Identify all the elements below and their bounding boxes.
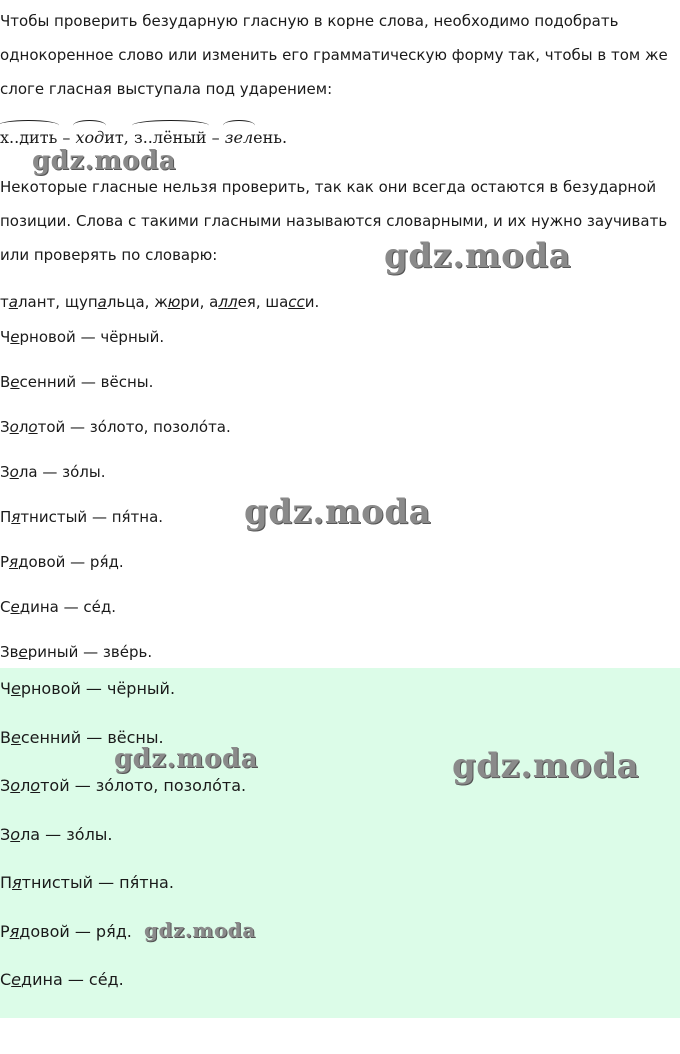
pair-text: рновой — чёрный.: [19, 328, 165, 346]
pair-vowel: о: [9, 418, 19, 436]
answer-text: рновой — чёрный.: [20, 679, 176, 698]
pair-text: риный — зве́рь.: [27, 643, 153, 661]
answer-text: довой — ря́д.: [19, 921, 132, 941]
answer-pair: [0, 773, 246, 822]
answer-text: П: [0, 873, 13, 892]
word-pair-list: [0, 322, 231, 682]
word-pair: [0, 367, 231, 412]
answer-text: тнистый — пя́тна.: [21, 873, 174, 892]
pair-text: дина — се́д.: [19, 598, 116, 616]
pair-vowel: е: [10, 328, 20, 346]
answer-pair: [0, 676, 246, 725]
vocab-vowel: ю: [167, 293, 181, 311]
vocabulary-words-list: [0, 290, 319, 314]
pair-text: С: [0, 598, 11, 616]
answer-text: дина — се́д.: [21, 970, 124, 989]
pair-text: В: [0, 373, 11, 391]
answer-vowel: о: [10, 776, 21, 795]
pair-text: ла — зо́лы.: [18, 463, 106, 481]
pair-text: З: [0, 418, 10, 436]
watermark-logo: gdz.moda: [452, 746, 640, 786]
watermark-logo: gdz.moda: [244, 492, 432, 532]
answer-vowel: о: [10, 824, 21, 844]
pair-text: тнистый — пя́тна.: [20, 508, 164, 526]
word-pair: [0, 502, 231, 547]
pair-text: П: [0, 508, 12, 526]
watermark-logo: gdz.moda: [384, 236, 572, 276]
answer-list: [0, 676, 246, 1016]
answer-vowel: я: [9, 921, 20, 941]
answer-vowel: е: [10, 679, 21, 698]
example-word-1: х..дить: [0, 128, 58, 147]
pair-vowel: е: [10, 598, 20, 616]
answer-text: л: [20, 776, 31, 795]
example-dash-2: –: [211, 128, 220, 147]
answer-text: В: [0, 727, 11, 747]
pair-text: Ч: [0, 328, 11, 346]
vocab-text: лант, щуп: [17, 293, 98, 311]
vocab-text: льца, ж: [106, 293, 168, 311]
word-pair: [0, 412, 231, 457]
example-word-3: з..лёный: [133, 128, 207, 147]
vocab-text: т: [0, 293, 9, 311]
answer-text: Р: [0, 921, 10, 941]
pair-text: л: [18, 418, 29, 436]
example-root-4: зел: [224, 128, 254, 147]
vocab-vowel: сс: [288, 293, 305, 311]
vocab-text: и.: [304, 293, 320, 311]
vocab-vowel: лл: [218, 293, 238, 311]
vocab-vowel: а: [97, 293, 107, 311]
pair-text: той — зо́лото, позоло́та.: [37, 418, 231, 436]
pair-text: сенний — вёсны.: [19, 373, 154, 391]
pair-text: Р: [0, 553, 10, 571]
word-pair: [0, 592, 231, 637]
word-pair: [0, 457, 231, 502]
example-dash-1: –: [62, 128, 71, 147]
pair-vowel: е: [18, 643, 28, 661]
pair-text: Зв: [0, 643, 19, 661]
answer-text: С: [0, 970, 12, 989]
pair-vowel: о: [28, 418, 38, 436]
vocabulary-words-paragraph: Некоторые гласные нельзя проверить, так как они всегда остаются в безударной позиции. Слова с такими гласными называются словарными, и их нужно заучивать или проверять по словарю:: [0, 178, 668, 264]
watermark-logo: gdz.moda: [114, 744, 259, 774]
word-pair: [0, 547, 231, 592]
answer-vowel: о: [30, 776, 41, 795]
example-ending-2: ит,: [104, 128, 129, 147]
answer-text: той — зо́лото, позоло́та.: [40, 776, 247, 795]
answer-text: З: [0, 776, 11, 795]
word-pair: [0, 322, 231, 367]
answer-vowel: е: [11, 970, 22, 989]
vocab-text: ри, а: [180, 293, 219, 311]
pair-vowel: о: [9, 463, 19, 481]
answer-text: сенний — вёсны.: [20, 727, 164, 747]
pair-vowel: я: [9, 553, 19, 571]
answer-vowel: е: [10, 727, 21, 747]
pair-text: довой — ря́д.: [18, 553, 124, 571]
answer-text: Ч: [0, 679, 11, 698]
pair-vowel: я: [11, 508, 21, 526]
answer-pair: [0, 967, 246, 1016]
intro-paragraph: Чтобы проверить безударную гласную в корне слова, необходимо подобрать однокоренное слово или изменить его грамматическую форму так, чтобы в том же слоге гласная выступала под ударением:: [0, 12, 668, 98]
answer-pair: [0, 822, 246, 871]
vocab-text: ея, ша: [237, 293, 289, 311]
pair-vowel: е: [10, 373, 20, 391]
example-words: [0, 128, 287, 147]
example-ending-4: ень.: [253, 128, 288, 147]
answer-text: З: [0, 824, 11, 844]
answer-vowel: я: [12, 873, 22, 892]
pair-text: З: [0, 463, 10, 481]
example-root-2: ход: [75, 128, 105, 147]
watermark-logo: gdz.moda: [144, 918, 256, 942]
answer-pair: [0, 870, 246, 919]
answer-box: [0, 668, 680, 1018]
vocab-vowel: а: [8, 293, 18, 311]
answer-text: ла — зо́лы.: [20, 824, 113, 844]
watermark-logo: gdz.moda: [32, 146, 177, 176]
